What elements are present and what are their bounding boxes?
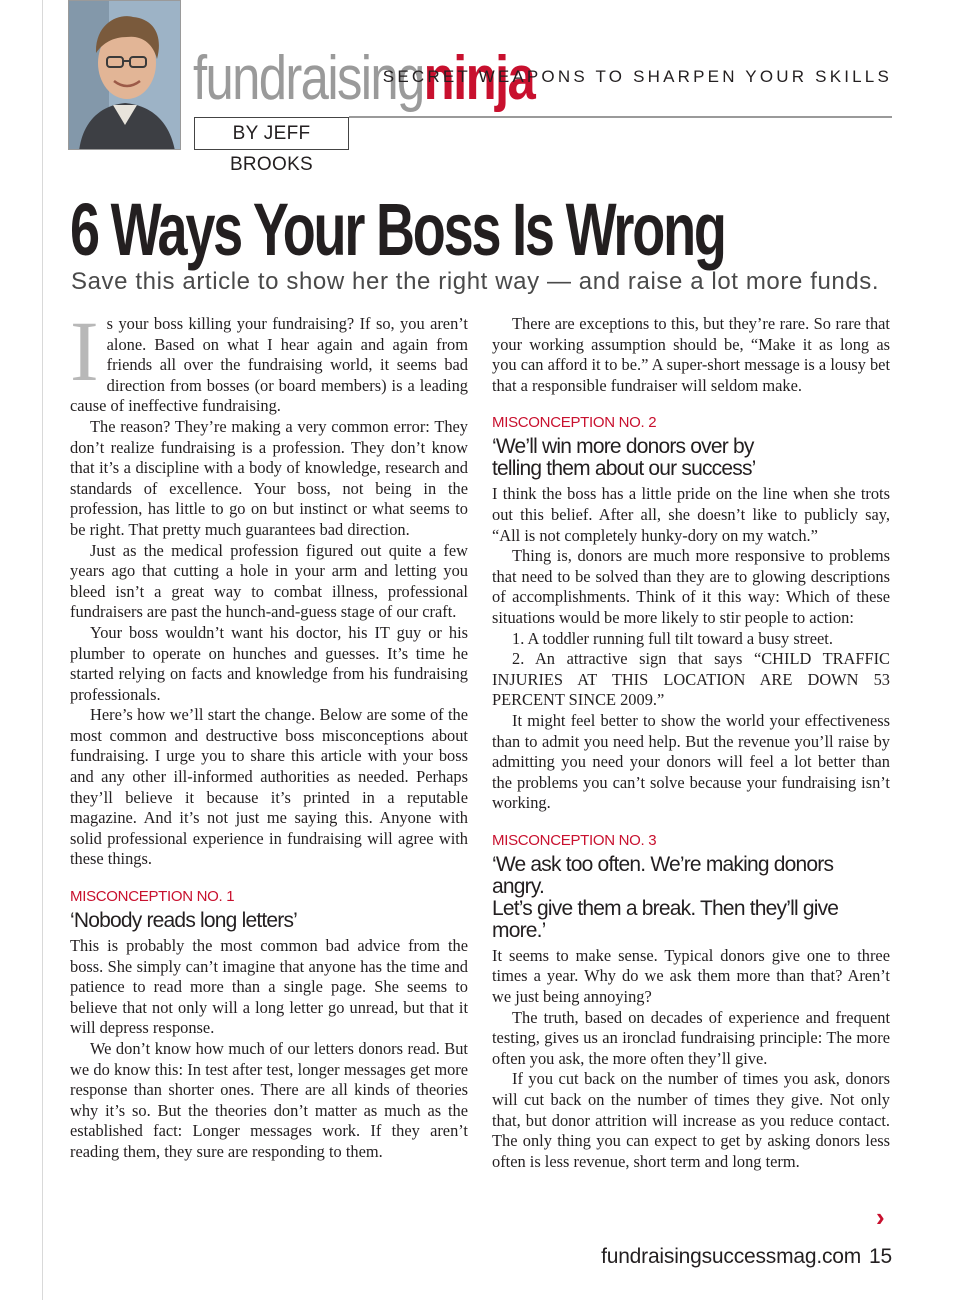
body-paragraph: We don’t know how much of our letters donors read. But we do know this: In test after test, longer messages get more response than shorter ones. There are all kinds of theories why it’s so. But the theories don’t matter as much as the established fact: Longer messages work. If they aren’t reading them, they sure are responding to them. (70, 1039, 468, 1161)
intro-paragraph-text: s your boss killing your fundraising? If so, you aren’t alone. Based on what I hear again and again from friends all over the fundraising world, it seems bad direction from bosses (or board members) is a leading cause of ineffective fundraising. (70, 314, 468, 416)
chevron-right-icon: › (876, 1202, 885, 1232)
page-gutter-line (42, 0, 43, 1300)
page-number: 15 (869, 1245, 892, 1268)
body-paragraph: Just as the medical profession figured out quite a few years ago that cutting a hole in your arm and letting you bleed isn’t a great way to combat illness, professional fundraisers are past the hunch-and-guess stage of our craft. (70, 540, 468, 622)
misconception-label-3: MISCONCEPTION NO. 3 (492, 831, 657, 849)
misconception-title-2-line-1: ‘We’ll win more donors over by (492, 435, 754, 459)
right-column (492, 314, 890, 1172)
misconception-title-3-line-2: Let’s give them a break. Then they’ll give more.’ (492, 896, 839, 942)
article-deck: Save this article to show her the right way — and raise a lot more funds. (71, 268, 880, 295)
misconception-label-2: MISCONCEPTION NO. 2 (492, 414, 657, 432)
intro-paragraph (70, 303, 468, 417)
left-column (70, 303, 468, 1163)
misconception-title-3-line-1: ‘We ask too often. We’re making donors angry. (492, 852, 834, 898)
misconception-title-2 (492, 436, 890, 480)
body-paragraph: This is probably the most common bad advice from the boss. She simply can’t imagine that anyone has the time and patience to read more than a single page. She seems to believe that not only will a long letter go unread, but that it will depress response. (70, 936, 468, 1038)
author-byline: BY JEFF BROOKS (194, 117, 349, 150)
body-paragraph: It might feel better to show the world your effectiveness than to admit you need help. But the revenue you’ll raise by admitting you need your donors will feel a lot better than the problems you can’t solve because your fundraising isn’t working. (492, 710, 890, 813)
author-portrait-illustration (69, 1, 181, 150)
footer-website: fundraisingsuccessmag.com (601, 1245, 862, 1268)
body-paragraph: Your boss wouldn’t want his doctor, his IT guy or his plumber to operate on hunches and guesses. It’s time he started relying on facts and knowledge from his fundraising professionals. (70, 622, 468, 704)
misconception-title-1: ‘Nobody reads long letters’ (70, 909, 298, 933)
list-item: 1. A toddler running full tilt toward a busy street. (512, 628, 833, 648)
list-item: 2. An attractive sign that says “CHILD TRAFFIC INJURIES AT THIS LOCATION ARE DOWN 53 PERCENT SINCE 2009.” (492, 649, 890, 710)
misconception-title-3 (492, 854, 890, 942)
brand-word-fundraising: fundraising (193, 44, 424, 113)
author-photo (68, 0, 181, 150)
drop-cap: I (70, 303, 99, 399)
header-rule (349, 116, 892, 118)
body-paragraph: The truth, based on decades of experience and frequent testing, gives us an ironclad fundraising principle: The more often you ask, the more often they’ll give. (492, 1007, 890, 1068)
body-paragraph: I think the boss has a little pride on the line when she trots out this belief. After all, she doesn’t like to publicly say, “All is not completely hunky-dory on my watch.” (492, 484, 890, 545)
misconception-label-1: MISCONCEPTION NO. 1 (70, 888, 235, 906)
body-paragraph: There are exceptions to this, but they’re rare. So rare that your working assumption should be, “Make it as long as you can afford it to be.” A super-short message is a lousy bet that a responsible fundraiser will seldom make. (492, 314, 890, 395)
brand-word-ninja: ninja (423, 44, 535, 113)
body-paragraph: If you cut back on the number of times you ask, donors will cut back on the number of times they give. Not only that, but donor attrition will increase as you reduce contact. The only thing you can expect to get by asking donors less often is less revenue, short term and long term. (492, 1069, 890, 1171)
body-paragraph: Thing is, donors are much more responsive to problems that need to be solved than they are to glowing descriptions of accomplishments. Think of it this way: Which of these situations would be more likely to stir people to action: (492, 546, 890, 627)
column-tagline: SECRET WEAPONS TO SHARPEN YOUR SKILLS (382, 67, 892, 86)
article-headline: 6 Ways Your Boss Is Wrong (70, 188, 725, 271)
body-paragraph: The reason? They’re making a very common error: They don’t realize fundraising is a profession. They don’t know that it’s a discipline with a body of knowledge, research and standards of excellence. Your boss, not being in the profession, has little to go on but instinct or what seems to be right. That pretty much guarantees bad direction. (70, 416, 468, 539)
page-footer (601, 1245, 892, 1269)
body-paragraph: Here’s how we’ll start the change. Below are some of the most common and destructive boss misconceptions about fundraising. I urge you to share this article with your boss and any other ill-informed authorities as needed. Perhaps they’ll believe it because it’s printed in a reputable magazine. And it’s not just me saying this. Anyone with solid professional experience in fundraising will agree with these things. (70, 705, 468, 869)
misconception-title-2-line-2: telling them about our success’ (492, 457, 756, 481)
body-paragraph: It seems to make sense. Typical donors give one to three times a year. Why do we ask them more than that? Aren’t we just being annoying? (492, 945, 890, 1007)
